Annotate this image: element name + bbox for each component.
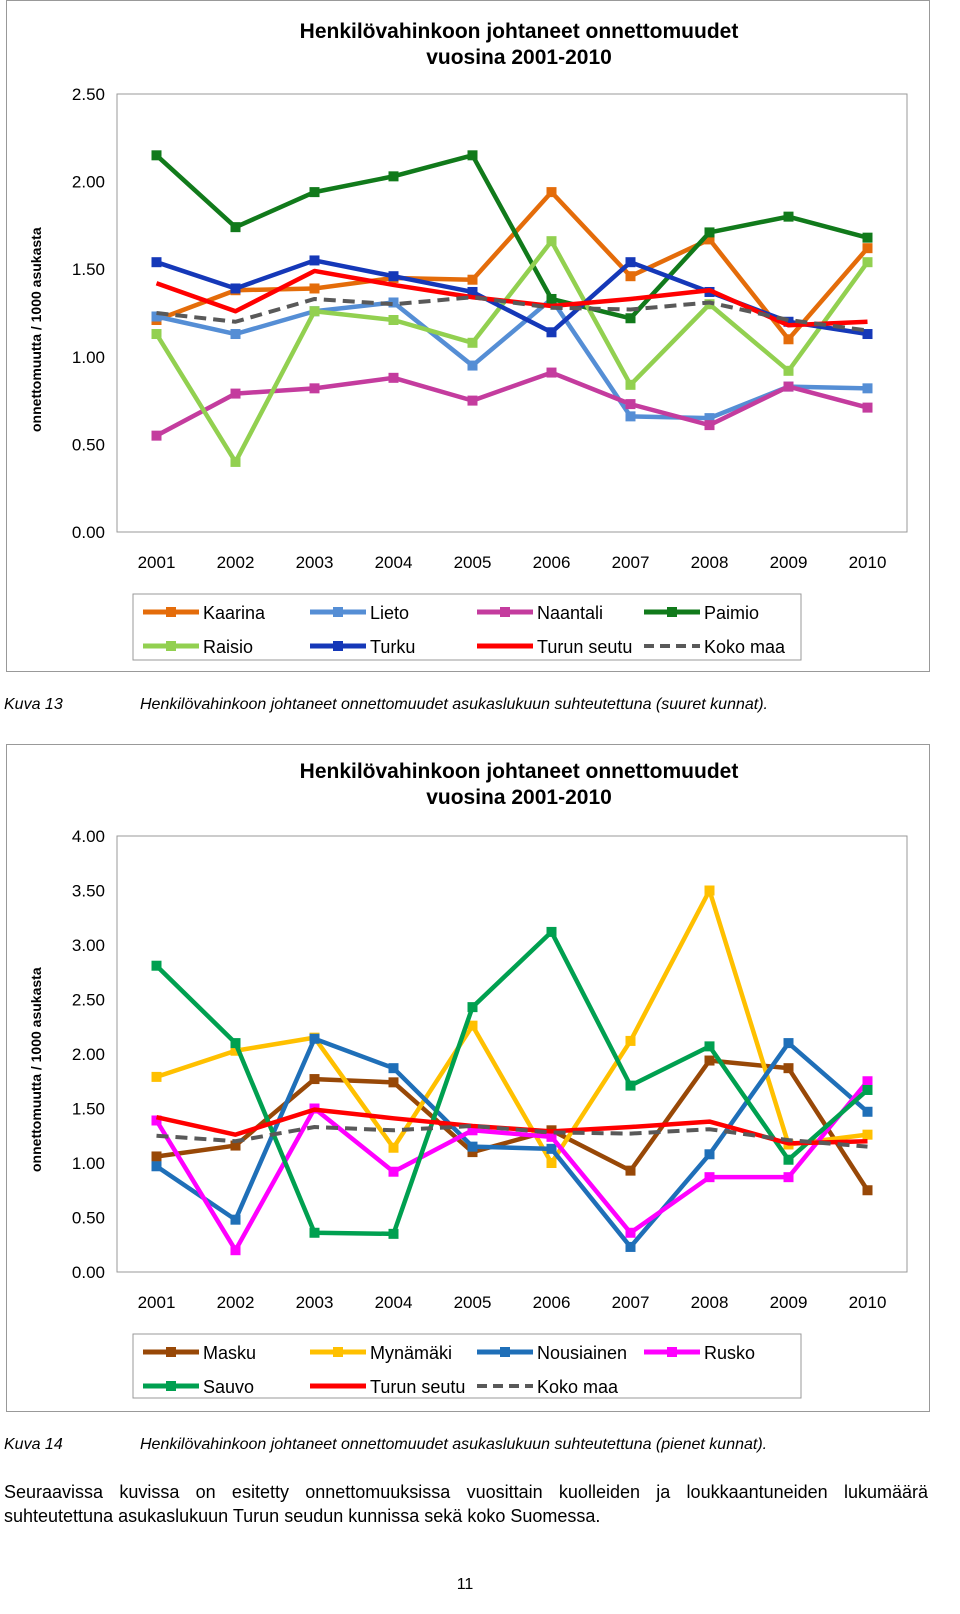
- data-point: [389, 1143, 399, 1153]
- legend-label: Masku: [203, 1343, 257, 1363]
- chart-2-y-axis-label: onnettomuutta / 1000 asukasta: [28, 967, 44, 1172]
- data-point: [784, 382, 794, 392]
- x-tick-label: 2006: [532, 553, 571, 572]
- data-point: [626, 1166, 636, 1176]
- data-point: [705, 1149, 715, 1159]
- y-tick-label: 0.50: [71, 435, 105, 455]
- data-point: [626, 271, 636, 281]
- legend-label: Mynämäki: [370, 1343, 453, 1363]
- data-point: [152, 1151, 162, 1161]
- y-tick-label: 2.50: [71, 85, 105, 104]
- data-point: [231, 1245, 241, 1255]
- data-point: [863, 243, 873, 253]
- data-point: [705, 1056, 715, 1066]
- data-point: [547, 368, 557, 378]
- legend-label: Paimio: [704, 603, 760, 623]
- legend-label: Rusko: [704, 1343, 756, 1363]
- y-tick-label: 3.50: [71, 881, 105, 901]
- data-point: [863, 233, 873, 243]
- x-tick-label: 2002: [216, 553, 255, 572]
- data-point: [152, 1072, 162, 1082]
- data-point: [231, 222, 241, 232]
- data-point: [626, 1081, 636, 1091]
- legend-label: Sauvo: [203, 1377, 255, 1397]
- data-point: [152, 961, 162, 971]
- data-point: [863, 329, 873, 339]
- data-point: [310, 187, 320, 197]
- x-tick-label: 2001: [137, 1293, 176, 1312]
- y-tick-label: 1.50: [71, 1099, 105, 1119]
- x-tick-label: 2007: [611, 1293, 650, 1312]
- legend-marker: [667, 1347, 677, 1357]
- legend-marker: [166, 641, 176, 651]
- data-point: [626, 313, 636, 323]
- data-point: [547, 1144, 557, 1154]
- chart-1-title: Henkilövahinkoon johtaneet onnettomuudet vuosina 2001-2010: [299, 20, 739, 69]
- data-point: [231, 1038, 241, 1048]
- data-point: [705, 1172, 715, 1182]
- legend-label: Kaarina: [203, 603, 266, 623]
- y-tick-label: 2.50: [71, 990, 105, 1010]
- chart-1-y-axis-label: onnettomuutta / 1000 asukasta: [28, 227, 44, 432]
- legend-marker: [166, 1347, 176, 1357]
- data-point: [231, 457, 241, 467]
- x-tick-label: 2010: [848, 553, 887, 572]
- figure-14-text: Henkilövahinkoon johtaneet onnettomuudet asukaslukuun suhteutettuna (pienet kunnat).: [140, 1436, 768, 1453]
- figure-13-text: Henkilövahinkoon johtaneet onnettomuudet asukaslukuun suhteutettuna (suuret kunnat).: [140, 696, 768, 713]
- data-point: [468, 396, 478, 406]
- data-point: [626, 399, 636, 409]
- x-tick-label: 2003: [295, 553, 334, 572]
- x-tick-label: 2004: [374, 553, 413, 572]
- x-tick-label: 2005: [453, 553, 492, 572]
- page-number: 11: [456, 1576, 474, 1593]
- legend-label: Koko maa: [704, 637, 786, 657]
- data-point: [784, 1038, 794, 1048]
- data-point: [231, 389, 241, 399]
- data-point: [547, 327, 557, 337]
- chart-2-plot: [0, 744, 960, 1412]
- x-tick-label: 2008: [690, 1293, 729, 1312]
- data-point: [784, 212, 794, 222]
- legend-label: Turun seutu: [537, 637, 633, 657]
- legend-label: Turku: [370, 637, 416, 657]
- data-point: [310, 383, 320, 393]
- data-point: [389, 1077, 399, 1087]
- data-point: [389, 1063, 399, 1073]
- data-point: [152, 150, 162, 160]
- data-point: [389, 315, 399, 325]
- x-tick-label: 2006: [532, 1293, 571, 1312]
- legend-marker: [166, 1381, 176, 1391]
- data-point: [626, 1036, 636, 1046]
- legend-label: Raisio: [203, 637, 254, 657]
- data-point: [863, 1076, 873, 1086]
- x-tick-label: 2001: [137, 553, 176, 572]
- data-point: [626, 380, 636, 390]
- data-point: [310, 1074, 320, 1084]
- data-point: [547, 927, 557, 937]
- body-paragraph: Seuraavissa kuvissa on esitetty onnettomuuksissa vuosittain kuolleiden ja loukkaantuneiden lukumäärä suhteutettuna asukaslukuun Turun seudun kunnissa sekä koko Suomessa.: [4, 1482, 928, 1526]
- data-point: [547, 294, 557, 304]
- data-point: [863, 1130, 873, 1140]
- data-point: [784, 1172, 794, 1182]
- legend-marker: [500, 1347, 510, 1357]
- data-point: [863, 1185, 873, 1195]
- y-tick-label: 1.50: [71, 260, 105, 280]
- data-point: [468, 150, 478, 160]
- y-tick-label: 2.00: [71, 1045, 105, 1064]
- data-point: [863, 1107, 873, 1117]
- legend-marker: [667, 607, 677, 617]
- y-tick-label: 0.00: [71, 523, 105, 542]
- y-tick-label: 0.00: [71, 1263, 105, 1282]
- data-point: [468, 338, 478, 348]
- legend-marker: [333, 607, 343, 617]
- data-point: [389, 1229, 399, 1239]
- data-point: [547, 187, 557, 197]
- data-point: [468, 1002, 478, 1012]
- data-point: [389, 1167, 399, 1177]
- data-point: [547, 1158, 557, 1168]
- data-point: [152, 1161, 162, 1171]
- data-point: [389, 271, 399, 281]
- figure-13-number: Kuva 13: [4, 696, 63, 713]
- y-tick-label: 1.00: [71, 347, 105, 367]
- data-point: [626, 411, 636, 421]
- y-tick-label: 0.50: [71, 1208, 105, 1228]
- chart-2-title: Henkilövahinkoon johtaneet onnettomuudet vuosina 2001-2010: [299, 760, 739, 809]
- x-tick-label: 2003: [295, 1293, 334, 1312]
- x-tick-label: 2007: [611, 553, 650, 572]
- data-point: [863, 403, 873, 413]
- series-line-raisio: [157, 241, 868, 462]
- chart-1-plot: [0, 0, 960, 672]
- legend-marker: [333, 1347, 343, 1357]
- x-tick-label: 2009: [769, 553, 808, 572]
- data-point: [231, 1215, 241, 1225]
- x-tick-label: 2004: [374, 1293, 413, 1312]
- data-point: [389, 373, 399, 383]
- data-point: [626, 1228, 636, 1238]
- data-point: [547, 236, 557, 246]
- data-point: [705, 1041, 715, 1051]
- y-tick-label: 3.00: [71, 936, 105, 955]
- x-tick-label: 2008: [690, 553, 729, 572]
- legend-marker: [500, 607, 510, 617]
- legend-label: Nousiainen: [537, 1343, 628, 1363]
- data-point: [468, 1142, 478, 1152]
- series-line-naantali: [157, 373, 868, 436]
- x-tick-label: 2009: [769, 1293, 808, 1312]
- data-point: [152, 257, 162, 267]
- data-point: [231, 283, 241, 293]
- data-point: [310, 306, 320, 316]
- data-point: [310, 255, 320, 265]
- data-point: [152, 431, 162, 441]
- data-point: [468, 361, 478, 371]
- x-tick-label: 2002: [216, 1293, 255, 1312]
- data-point: [863, 383, 873, 393]
- data-point: [705, 227, 715, 237]
- data-point: [705, 886, 715, 896]
- data-point: [705, 420, 715, 430]
- data-point: [231, 329, 241, 339]
- data-point: [310, 283, 320, 293]
- legend-marker: [333, 641, 343, 651]
- data-point: [863, 257, 873, 267]
- legend-label: Turun seutu: [370, 1377, 466, 1397]
- legend-marker: [166, 607, 176, 617]
- figure-14-number: Kuva 14: [4, 1436, 63, 1453]
- legend-label: Koko maa: [537, 1377, 619, 1397]
- data-point: [310, 1034, 320, 1044]
- data-point: [784, 366, 794, 376]
- data-point: [626, 1242, 636, 1252]
- x-tick-label: 2010: [848, 1293, 887, 1312]
- data-point: [626, 257, 636, 267]
- data-point: [468, 275, 478, 285]
- y-tick-label: 2.00: [71, 172, 105, 192]
- data-point: [389, 171, 399, 181]
- y-tick-label: 4.00: [71, 827, 105, 846]
- data-point: [863, 1085, 873, 1095]
- data-point: [310, 1228, 320, 1238]
- y-tick-label: 1.00: [71, 1154, 105, 1173]
- data-point: [152, 329, 162, 339]
- data-point: [784, 1155, 794, 1165]
- x-tick-label: 2005: [453, 1293, 492, 1312]
- legend-label: Naantali: [537, 603, 604, 623]
- data-point: [784, 334, 794, 344]
- data-point: [784, 1063, 794, 1073]
- legend-label: Lieto: [370, 603, 410, 623]
